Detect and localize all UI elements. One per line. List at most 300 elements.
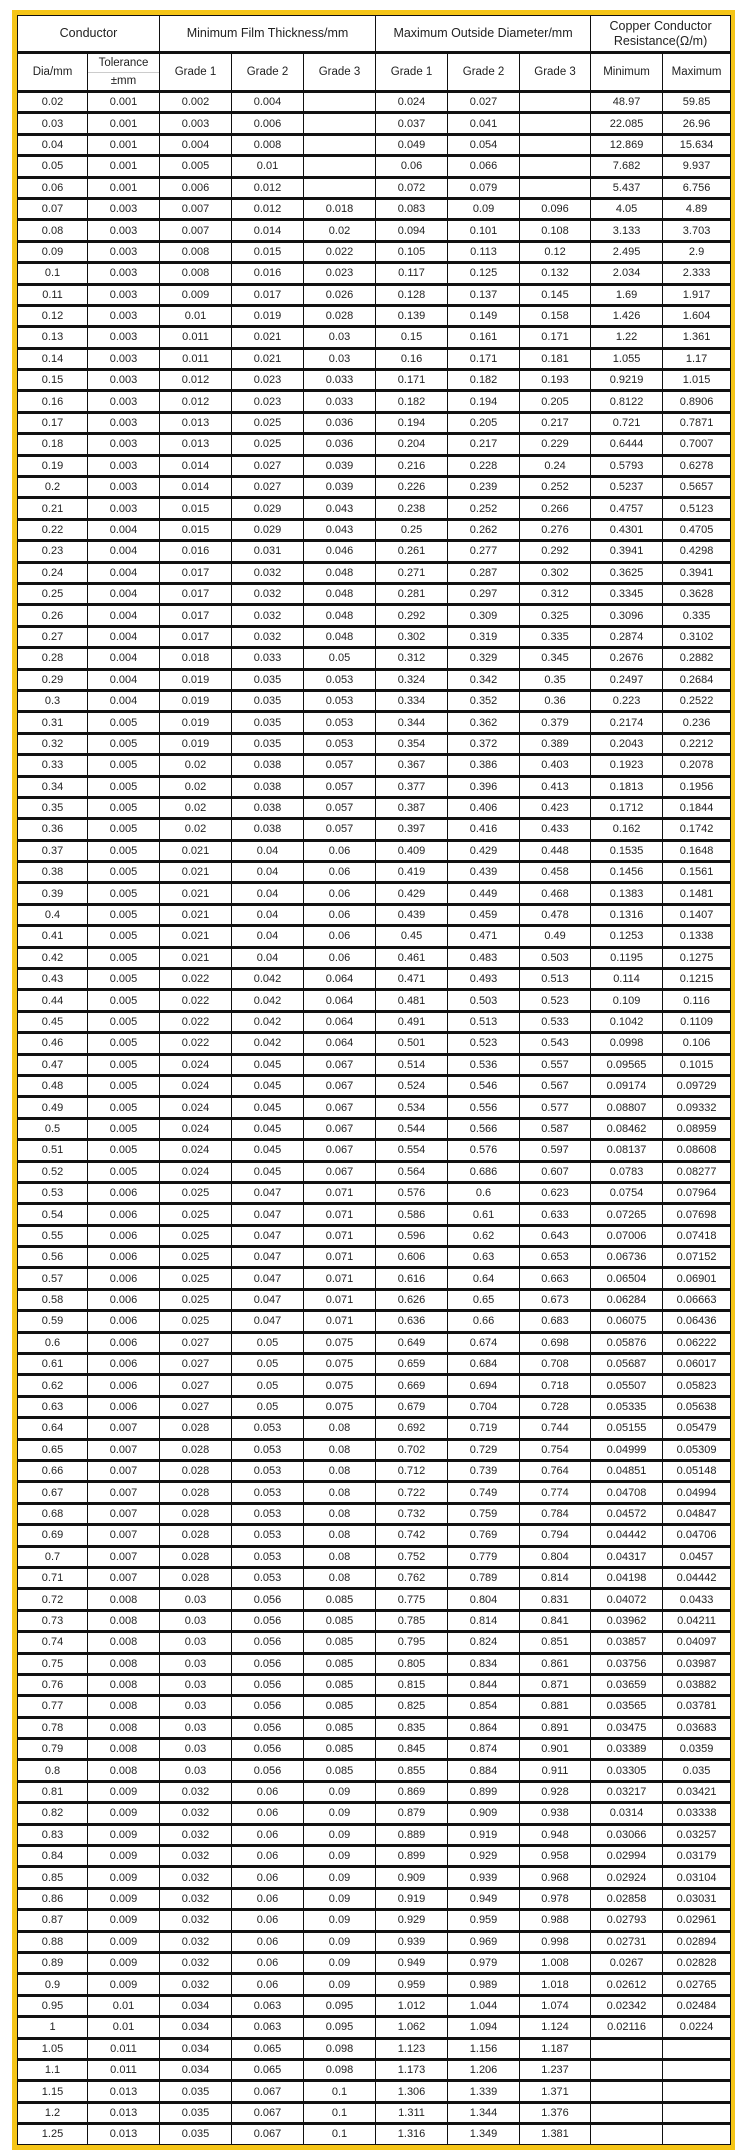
cell-film-grade-3: 0.039 bbox=[304, 455, 376, 476]
cell-dia: 0.3 bbox=[18, 690, 88, 711]
cell-od-grade-3: 0.673 bbox=[520, 1289, 591, 1310]
cell-od-grade-1: 0.596 bbox=[376, 1225, 448, 1246]
table-row bbox=[18, 2124, 731, 2144]
cell-res-min: 0.5793 bbox=[591, 455, 663, 476]
cell-od-grade-3: 0.335 bbox=[520, 626, 591, 647]
cell-res-max: 0.7871 bbox=[663, 412, 731, 433]
cell-film-grade-2: 0.016 bbox=[232, 263, 304, 284]
cell-film-grade-2: 0.047 bbox=[232, 1204, 304, 1225]
table-row bbox=[18, 284, 731, 305]
table-row bbox=[18, 391, 731, 412]
cell-film-grade-2: 0.065 bbox=[232, 2059, 304, 2080]
cell-film-grade-2: 0.053 bbox=[232, 1461, 304, 1482]
cell-res-min: 0.3096 bbox=[591, 605, 663, 626]
cell-res-max bbox=[663, 2081, 731, 2102]
cell-res-min: 0.02342 bbox=[591, 1995, 663, 2016]
cell-od-grade-3: 0.871 bbox=[520, 1674, 591, 1695]
cell-film-grade-2: 0.021 bbox=[232, 348, 304, 369]
cell-od-grade-3: 0.597 bbox=[520, 1140, 591, 1161]
cell-od-grade-2: 1.044 bbox=[448, 1995, 520, 2016]
cell-film-grade-2: 0.004 bbox=[232, 92, 304, 113]
cell-film-grade-1: 0.009 bbox=[160, 284, 232, 305]
cell-dia: 0.95 bbox=[18, 1995, 88, 2016]
table-row bbox=[18, 926, 731, 947]
cell-tolerance: 0.008 bbox=[88, 1739, 160, 1760]
table-row bbox=[18, 1888, 731, 1909]
cell-film-grade-2: 0.06 bbox=[232, 1952, 304, 1973]
cell-film-grade-1: 0.032 bbox=[160, 1824, 232, 1845]
cell-tolerance: 0.013 bbox=[88, 2102, 160, 2123]
cell-res-min: 0.02116 bbox=[591, 2017, 663, 2038]
table-row bbox=[18, 733, 731, 754]
cell-film-grade-2: 0.06 bbox=[232, 1803, 304, 1824]
cell-res-max bbox=[663, 2059, 731, 2080]
cell-film-grade-2: 0.014 bbox=[232, 220, 304, 241]
cell-res-min: 0.02858 bbox=[591, 1888, 663, 1909]
cell-dia: 0.87 bbox=[18, 1910, 88, 1931]
header-film-grade-1: Grade 1 bbox=[160, 53, 232, 92]
cell-od-grade-1: 0.959 bbox=[376, 1974, 448, 1995]
cell-film-grade-2: 0.035 bbox=[232, 733, 304, 754]
cell-film-grade-3: 0.067 bbox=[304, 1097, 376, 1118]
table-row bbox=[18, 1097, 731, 1118]
cell-film-grade-2: 0.056 bbox=[232, 1632, 304, 1653]
cell-film-grade-3: 0.06 bbox=[304, 904, 376, 925]
cell-film-grade-2: 0.05 bbox=[232, 1375, 304, 1396]
cell-film-grade-1: 0.021 bbox=[160, 904, 232, 925]
cell-film-grade-3: 0.095 bbox=[304, 2017, 376, 2038]
cell-dia: 0.46 bbox=[18, 1033, 88, 1054]
cell-res-min bbox=[591, 2059, 663, 2080]
cell-tolerance: 0.009 bbox=[88, 1974, 160, 1995]
cell-od-grade-3: 0.901 bbox=[520, 1739, 591, 1760]
cell-res-min: 0.06284 bbox=[591, 1289, 663, 1310]
table-row bbox=[18, 1375, 731, 1396]
table-row bbox=[18, 712, 731, 733]
cell-od-grade-1: 0.514 bbox=[376, 1054, 448, 1075]
cell-od-grade-3: 0.968 bbox=[520, 1867, 591, 1888]
cell-od-grade-2: 0.6 bbox=[448, 1182, 520, 1203]
cell-tolerance: 0.011 bbox=[88, 2059, 160, 2080]
cell-dia: 0.73 bbox=[18, 1610, 88, 1631]
cell-res-min: 0.3345 bbox=[591, 583, 663, 604]
cell-res-min: 0.04072 bbox=[591, 1589, 663, 1610]
cell-tolerance: 0.003 bbox=[88, 327, 160, 348]
cell-film-grade-2: 0.032 bbox=[232, 583, 304, 604]
cell-tolerance: 0.001 bbox=[88, 113, 160, 134]
cell-dia: 1.2 bbox=[18, 2102, 88, 2123]
cell-res-min: 0.2676 bbox=[591, 648, 663, 669]
cell-od-grade-2: 0.536 bbox=[448, 1054, 520, 1075]
cell-res-max: 0.1109 bbox=[663, 1011, 731, 1032]
cell-od-grade-2: 0.523 bbox=[448, 1033, 520, 1054]
cell-od-grade-2: 0.844 bbox=[448, 1674, 520, 1695]
table-row bbox=[18, 1439, 731, 1460]
cell-od-grade-1: 0.261 bbox=[376, 541, 448, 562]
cell-dia: 0.56 bbox=[18, 1247, 88, 1268]
cell-film-grade-1: 0.004 bbox=[160, 134, 232, 155]
cell-res-min: 0.9219 bbox=[591, 370, 663, 391]
cell-res-max: 0.0433 bbox=[663, 1589, 731, 1610]
cell-film-grade-3: 0.018 bbox=[304, 198, 376, 219]
cell-film-grade-3: 0.071 bbox=[304, 1225, 376, 1246]
cell-film-grade-2: 0.04 bbox=[232, 883, 304, 904]
cell-film-grade-1: 0.012 bbox=[160, 391, 232, 412]
cell-res-min: 2.495 bbox=[591, 241, 663, 262]
cell-film-grade-1: 0.008 bbox=[160, 263, 232, 284]
cell-tolerance: 0.003 bbox=[88, 412, 160, 433]
cell-res-min: 22.085 bbox=[591, 113, 663, 134]
cell-od-grade-2: 0.66 bbox=[448, 1311, 520, 1332]
cell-film-grade-1: 0.007 bbox=[160, 198, 232, 219]
cell-dia: 0.82 bbox=[18, 1803, 88, 1824]
cell-tolerance: 0.006 bbox=[88, 1396, 160, 1417]
table-row bbox=[18, 1054, 731, 1075]
cell-od-grade-1: 0.544 bbox=[376, 1118, 448, 1139]
cell-od-grade-2: 0.979 bbox=[448, 1952, 520, 1973]
cell-res-min: 0.05507 bbox=[591, 1375, 663, 1396]
cell-od-grade-1: 0.45 bbox=[376, 926, 448, 947]
cell-res-max: 0.03257 bbox=[663, 1824, 731, 1845]
cell-res-max: 0.06017 bbox=[663, 1354, 731, 1375]
cell-od-grade-3: 0.533 bbox=[520, 1011, 591, 1032]
cell-res-max: 0.3941 bbox=[663, 562, 731, 583]
cell-film-grade-1: 0.028 bbox=[160, 1503, 232, 1524]
cell-film-grade-2: 0.04 bbox=[232, 926, 304, 947]
cell-od-grade-2: 0.949 bbox=[448, 1888, 520, 1909]
cell-res-max: 0.09729 bbox=[663, 1075, 731, 1096]
table-row bbox=[18, 113, 731, 134]
cell-tolerance: 0.009 bbox=[88, 1952, 160, 1973]
cell-res-min: 0.0314 bbox=[591, 1803, 663, 1824]
cell-tolerance: 0.003 bbox=[88, 198, 160, 219]
cell-res-max: 0.03421 bbox=[663, 1781, 731, 1802]
cell-film-grade-3: 0.057 bbox=[304, 797, 376, 818]
cell-tolerance: 0.005 bbox=[88, 819, 160, 840]
cell-res-max: 0.04442 bbox=[663, 1567, 731, 1588]
cell-res-max: 0.1015 bbox=[663, 1054, 731, 1075]
cell-film-grade-1: 0.028 bbox=[160, 1546, 232, 1567]
cell-film-grade-3: 0.085 bbox=[304, 1739, 376, 1760]
cell-tolerance: 0.003 bbox=[88, 391, 160, 412]
enameled-wire-spec-table bbox=[17, 15, 731, 2145]
cell-dia: 0.55 bbox=[18, 1225, 88, 1246]
table-row bbox=[18, 1610, 731, 1631]
table-row bbox=[18, 1781, 731, 1802]
cell-res-max: 0.06222 bbox=[663, 1332, 731, 1353]
cell-od-grade-2: 0.054 bbox=[448, 134, 520, 155]
cell-dia: 0.8 bbox=[18, 1760, 88, 1781]
cell-od-grade-1: 0.182 bbox=[376, 391, 448, 412]
cell-od-grade-2: 0.449 bbox=[448, 883, 520, 904]
table-row bbox=[18, 904, 731, 925]
cell-res-min: 0.02994 bbox=[591, 1846, 663, 1867]
cell-film-grade-1: 0.03 bbox=[160, 1610, 232, 1631]
cell-film-grade-2: 0.032 bbox=[232, 626, 304, 647]
cell-res-max: 1.604 bbox=[663, 305, 731, 326]
cell-film-grade-3: 0.06 bbox=[304, 883, 376, 904]
cell-od-grade-3: 1.008 bbox=[520, 1952, 591, 1973]
cell-film-grade-1: 0.008 bbox=[160, 241, 232, 262]
cell-od-grade-2: 0.493 bbox=[448, 969, 520, 990]
cell-od-grade-2: 0.252 bbox=[448, 498, 520, 519]
table-row bbox=[18, 1952, 731, 1973]
cell-od-grade-3: 1.381 bbox=[520, 2124, 591, 2144]
cell-tolerance: 0.005 bbox=[88, 1118, 160, 1139]
header-film-grade-3: Grade 3 bbox=[304, 53, 376, 92]
cell-od-grade-2: 0.779 bbox=[448, 1546, 520, 1567]
cell-dia: 0.2 bbox=[18, 477, 88, 498]
cell-film-grade-2: 0.053 bbox=[232, 1439, 304, 1460]
cell-res-min: 0.6444 bbox=[591, 434, 663, 455]
table-row bbox=[18, 648, 731, 669]
cell-res-max: 0.03338 bbox=[663, 1803, 731, 1824]
cell-film-grade-1: 0.014 bbox=[160, 477, 232, 498]
cell-od-grade-3: 1.371 bbox=[520, 2081, 591, 2102]
cell-film-grade-3: 0.053 bbox=[304, 669, 376, 690]
cell-dia: 0.69 bbox=[18, 1525, 88, 1546]
cell-film-grade-1: 0.018 bbox=[160, 648, 232, 669]
cell-res-max: 0.03882 bbox=[663, 1674, 731, 1695]
cell-tolerance: 0.005 bbox=[88, 1011, 160, 1032]
cell-od-grade-2: 0.352 bbox=[448, 690, 520, 711]
table-row bbox=[18, 348, 731, 369]
cell-od-grade-2: 0.566 bbox=[448, 1118, 520, 1139]
cell-od-grade-3: 0.978 bbox=[520, 1888, 591, 1909]
cell-film-grade-1: 0.011 bbox=[160, 348, 232, 369]
cell-tolerance: 0.004 bbox=[88, 562, 160, 583]
cell-film-grade-3: 0.085 bbox=[304, 1760, 376, 1781]
cell-od-grade-3: 0.145 bbox=[520, 284, 591, 305]
cell-tolerance: 0.013 bbox=[88, 2124, 160, 2144]
cell-res-min: 48.97 bbox=[591, 92, 663, 113]
cell-res-max: 0.6278 bbox=[663, 455, 731, 476]
cell-od-grade-1: 0.292 bbox=[376, 605, 448, 626]
cell-od-grade-1: 0.117 bbox=[376, 263, 448, 284]
cell-tolerance: 0.001 bbox=[88, 134, 160, 155]
cell-dia: 0.72 bbox=[18, 1589, 88, 1610]
cell-od-grade-1: 0.471 bbox=[376, 969, 448, 990]
cell-od-grade-3: 0.468 bbox=[520, 883, 591, 904]
cell-res-max: 0.1956 bbox=[663, 776, 731, 797]
header-min-film-thickness: Minimum Film Thickness/mm bbox=[160, 16, 376, 53]
cell-tolerance: 0.006 bbox=[88, 1311, 160, 1332]
cell-film-grade-2: 0.063 bbox=[232, 1995, 304, 2016]
cell-od-grade-3: 1.124 bbox=[520, 2017, 591, 2038]
cell-od-grade-1: 0.679 bbox=[376, 1396, 448, 1417]
cell-dia: 0.47 bbox=[18, 1054, 88, 1075]
cell-od-grade-2: 0.814 bbox=[448, 1610, 520, 1631]
cell-od-grade-2: 1.094 bbox=[448, 2017, 520, 2038]
cell-film-grade-3: 0.08 bbox=[304, 1439, 376, 1460]
cell-od-grade-3: 0.513 bbox=[520, 969, 591, 990]
cell-od-grade-1: 0.094 bbox=[376, 220, 448, 241]
cell-od-grade-1: 0.409 bbox=[376, 840, 448, 861]
cell-od-grade-1: 0.576 bbox=[376, 1182, 448, 1203]
cell-od-grade-3: 0.587 bbox=[520, 1118, 591, 1139]
cell-od-grade-2: 0.262 bbox=[448, 519, 520, 540]
cell-od-grade-3 bbox=[520, 177, 591, 198]
cell-film-grade-3: 0.067 bbox=[304, 1161, 376, 1182]
cell-film-grade-3: 0.048 bbox=[304, 562, 376, 583]
cell-res-min: 0.06736 bbox=[591, 1247, 663, 1268]
cell-od-grade-2: 0.769 bbox=[448, 1525, 520, 1546]
cell-film-grade-1: 0.017 bbox=[160, 562, 232, 583]
cell-res-max: 0.1481 bbox=[663, 883, 731, 904]
cell-res-min: 1.055 bbox=[591, 348, 663, 369]
cell-res-min: 0.1316 bbox=[591, 904, 663, 925]
cell-film-grade-1: 0.02 bbox=[160, 755, 232, 776]
cell-od-grade-3: 0.804 bbox=[520, 1546, 591, 1567]
cell-film-grade-3: 0.05 bbox=[304, 648, 376, 669]
cell-film-grade-3: 0.085 bbox=[304, 1674, 376, 1695]
cell-dia: 0.26 bbox=[18, 605, 88, 626]
cell-dia: 0.08 bbox=[18, 220, 88, 241]
cell-tolerance: 0.003 bbox=[88, 455, 160, 476]
cell-od-grade-2: 0.171 bbox=[448, 348, 520, 369]
cell-film-grade-2: 0.035 bbox=[232, 690, 304, 711]
cell-res-max: 0.0224 bbox=[663, 2017, 731, 2038]
cell-od-grade-1: 1.173 bbox=[376, 2059, 448, 2080]
cell-res-min: 0.05335 bbox=[591, 1396, 663, 1417]
cell-res-min: 0.09174 bbox=[591, 1075, 663, 1096]
cell-film-grade-2: 0.04 bbox=[232, 947, 304, 968]
cell-od-grade-2: 1.349 bbox=[448, 2124, 520, 2144]
cell-tolerance: 0.004 bbox=[88, 648, 160, 669]
cell-od-grade-2: 0.739 bbox=[448, 1461, 520, 1482]
cell-film-grade-2: 0.047 bbox=[232, 1268, 304, 1289]
cell-dia: 0.41 bbox=[18, 926, 88, 947]
table-row bbox=[18, 220, 731, 241]
cell-od-grade-3: 0.754 bbox=[520, 1439, 591, 1460]
cell-res-max: 0.1338 bbox=[663, 926, 731, 947]
table-row bbox=[18, 1075, 731, 1096]
cell-res-max: 0.02894 bbox=[663, 1931, 731, 1952]
cell-od-grade-2: 0.65 bbox=[448, 1289, 520, 1310]
cell-od-grade-1: 0.889 bbox=[376, 1824, 448, 1845]
cell-od-grade-2: 0.161 bbox=[448, 327, 520, 348]
cell-od-grade-1: 0.524 bbox=[376, 1075, 448, 1096]
cell-film-grade-1: 0.028 bbox=[160, 1439, 232, 1460]
cell-res-min: 0.2174 bbox=[591, 712, 663, 733]
cell-film-grade-3: 0.075 bbox=[304, 1375, 376, 1396]
cell-film-grade-3: 0.085 bbox=[304, 1717, 376, 1738]
cell-film-grade-2: 0.038 bbox=[232, 776, 304, 797]
cell-film-grade-1: 0.005 bbox=[160, 156, 232, 177]
table-row bbox=[18, 1011, 731, 1032]
cell-od-grade-2: 0.228 bbox=[448, 455, 520, 476]
cell-od-grade-1: 0.238 bbox=[376, 498, 448, 519]
cell-od-grade-1: 0.139 bbox=[376, 305, 448, 326]
cell-dia: 0.32 bbox=[18, 733, 88, 754]
table-row bbox=[18, 1332, 731, 1353]
cell-dia: 0.63 bbox=[18, 1396, 88, 1417]
cell-res-min: 1.69 bbox=[591, 284, 663, 305]
cell-res-max: 4.89 bbox=[663, 198, 731, 219]
cell-od-grade-2: 0.342 bbox=[448, 669, 520, 690]
table-row bbox=[18, 1760, 731, 1781]
cell-film-grade-1: 0.035 bbox=[160, 2124, 232, 2144]
cell-od-grade-3 bbox=[520, 113, 591, 134]
cell-film-grade-3: 0.067 bbox=[304, 1140, 376, 1161]
cell-dia: 0.62 bbox=[18, 1375, 88, 1396]
cell-film-grade-3: 0.043 bbox=[304, 519, 376, 540]
table-row bbox=[18, 605, 731, 626]
cell-res-min: 2.034 bbox=[591, 263, 663, 284]
cell-film-grade-2: 0.029 bbox=[232, 498, 304, 519]
cell-film-grade-1: 0.022 bbox=[160, 969, 232, 990]
cell-od-grade-1: 0.302 bbox=[376, 626, 448, 647]
cell-res-max: 0.2522 bbox=[663, 690, 731, 711]
cell-od-grade-2: 0.287 bbox=[448, 562, 520, 583]
table-row bbox=[18, 1674, 731, 1695]
cell-res-min: 0.03217 bbox=[591, 1781, 663, 1802]
cell-tolerance: 0.004 bbox=[88, 541, 160, 562]
cell-od-grade-2: 0.899 bbox=[448, 1781, 520, 1802]
cell-film-grade-3: 0.09 bbox=[304, 1803, 376, 1824]
header-tolerance-unit: ±mm bbox=[110, 75, 137, 87]
cell-film-grade-3: 0.071 bbox=[304, 1182, 376, 1203]
cell-od-grade-2: 0.674 bbox=[448, 1332, 520, 1353]
cell-dia: 0.58 bbox=[18, 1289, 88, 1310]
table-row bbox=[18, 1632, 731, 1653]
cell-od-grade-2: 1.156 bbox=[448, 2038, 520, 2059]
cell-od-grade-3: 0.938 bbox=[520, 1803, 591, 1824]
cell-film-grade-2: 0.042 bbox=[232, 1011, 304, 1032]
cell-film-grade-1: 0.034 bbox=[160, 2017, 232, 2038]
cell-film-grade-1: 0.024 bbox=[160, 1161, 232, 1182]
table-row bbox=[18, 434, 731, 455]
table-row bbox=[18, 1931, 731, 1952]
cell-od-grade-2: 0.513 bbox=[448, 1011, 520, 1032]
cell-res-min: 0.109 bbox=[591, 990, 663, 1011]
cell-tolerance: 0.004 bbox=[88, 626, 160, 647]
cell-od-grade-1: 0.815 bbox=[376, 1674, 448, 1695]
cell-tolerance: 0.003 bbox=[88, 370, 160, 391]
cell-tolerance: 0.005 bbox=[88, 1161, 160, 1182]
table-row bbox=[18, 1589, 731, 1610]
cell-od-grade-2: 0.789 bbox=[448, 1567, 520, 1588]
table-row bbox=[18, 1482, 731, 1503]
cell-film-grade-2: 0.056 bbox=[232, 1674, 304, 1695]
cell-res-max: 0.1561 bbox=[663, 862, 731, 883]
table-row bbox=[18, 840, 731, 861]
cell-film-grade-3: 0.08 bbox=[304, 1567, 376, 1588]
cell-od-grade-2: 0.919 bbox=[448, 1824, 520, 1845]
cell-od-grade-2: 0.969 bbox=[448, 1931, 520, 1952]
cell-res-max: 0.06663 bbox=[663, 1289, 731, 1310]
table-row bbox=[18, 1846, 731, 1867]
cell-od-grade-3: 0.312 bbox=[520, 583, 591, 604]
cell-od-grade-1: 1.316 bbox=[376, 2124, 448, 2144]
table-row bbox=[18, 883, 731, 904]
cell-film-grade-1: 0.019 bbox=[160, 669, 232, 690]
cell-od-grade-3: 0.881 bbox=[520, 1696, 591, 1717]
cell-film-grade-3: 0.067 bbox=[304, 1054, 376, 1075]
cell-tolerance: 0.003 bbox=[88, 305, 160, 326]
cell-tolerance: 0.005 bbox=[88, 947, 160, 968]
cell-film-grade-2: 0.056 bbox=[232, 1610, 304, 1631]
cell-film-grade-2: 0.038 bbox=[232, 797, 304, 818]
cell-res-max: 59.85 bbox=[663, 92, 731, 113]
cell-res-min: 0.06504 bbox=[591, 1268, 663, 1289]
cell-od-grade-3: 0.814 bbox=[520, 1567, 591, 1588]
cell-res-max: 0.035 bbox=[663, 1760, 731, 1781]
cell-res-min bbox=[591, 2102, 663, 2123]
cell-od-grade-1: 0.128 bbox=[376, 284, 448, 305]
cell-film-grade-2: 0.05 bbox=[232, 1354, 304, 1375]
cell-film-grade-3: 0.067 bbox=[304, 1118, 376, 1139]
